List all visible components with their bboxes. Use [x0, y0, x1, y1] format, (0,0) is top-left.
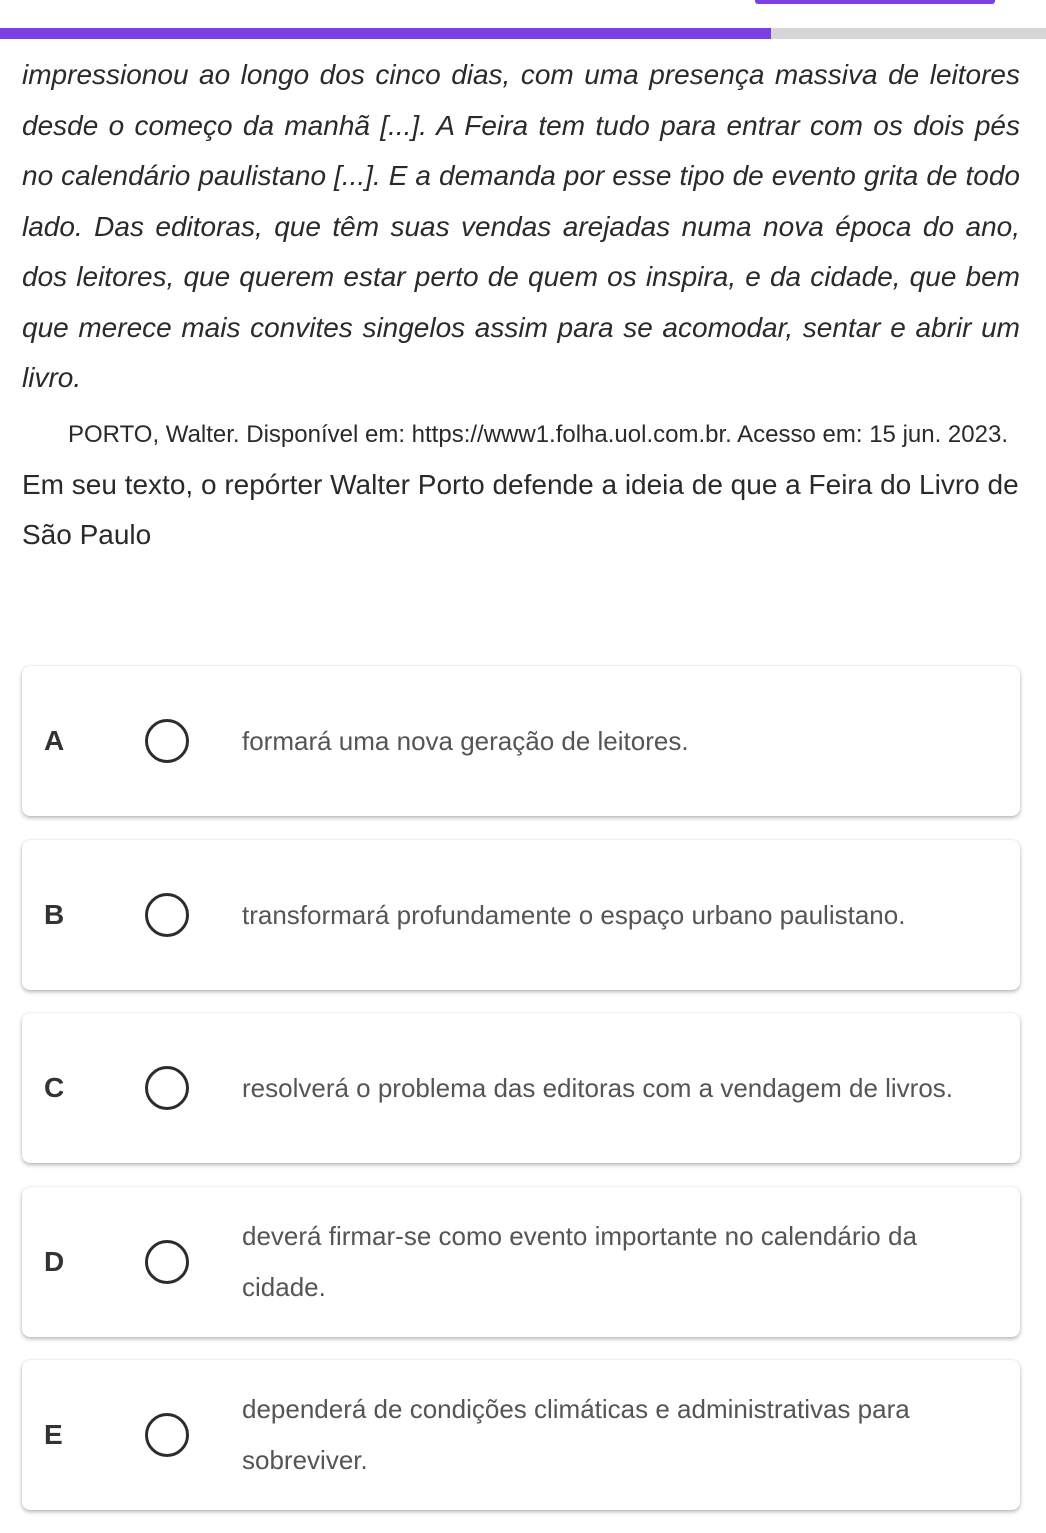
option-letter: E: [44, 1419, 63, 1450]
option-d[interactable]: [22, 1187, 1020, 1337]
radio-button-icon[interactable]: [145, 719, 189, 763]
option-letter: D: [44, 1246, 65, 1277]
progress-bar: [0, 28, 1046, 39]
option-text: deverá firmar-se como evento importante no calendário da cidade.: [242, 1221, 917, 1302]
option-b[interactable]: [22, 840, 1020, 990]
option-text: transformará profundamente o espaço urbano paulistano.: [242, 899, 906, 930]
question-prompt: Em seu texto, o repórter Walter Porto defende a ideia de que a Feira do Livro de São Paulo: [22, 469, 1019, 550]
radio-button-icon[interactable]: [145, 1240, 189, 1284]
progress-bar-fill: [0, 28, 771, 39]
radio-button-icon[interactable]: [145, 893, 189, 937]
top-tab-indicator: [755, 0, 995, 4]
option-letter: C: [44, 1072, 65, 1103]
option-text: formará uma nova geração de leitores.: [242, 725, 689, 756]
option-c[interactable]: [22, 1013, 1020, 1163]
option-letter: A: [44, 725, 65, 756]
option-text: resolverá o problema das editoras com a vendagem de livros.: [242, 1072, 954, 1103]
passage-text: impressionou ao longo dos cinco dias, com uma presença massiva de leitores desde o começo da manhã [...]. A Feira tem tudo para entrar com os dois pés no calendário paulistano [...]. E a demanda por esse tipo de evento grita de todo lado. Das editoras, que têm suas vendas arejadas numa nova época do ano, dos leitores, que querem estar perto de quem os inspira, e da cidade, que bem que merece mais convites singelos assim para se acomodar, sentar e abrir um livro.: [22, 59, 1020, 393]
citation: PORTO, Walter. Disponível em: https://www1.folha.uol.com.br. Acesso em: 15 jun. 2023.: [68, 421, 1008, 448]
radio-button-icon[interactable]: [145, 1066, 189, 1110]
option-text: dependerá de condições climáticas e administrativas para sobreviver.: [242, 1394, 910, 1475]
radio-button-icon[interactable]: [145, 1413, 189, 1457]
option-a[interactable]: [22, 666, 1020, 816]
option-letter: B: [44, 899, 65, 930]
option-e[interactable]: [22, 1360, 1020, 1510]
